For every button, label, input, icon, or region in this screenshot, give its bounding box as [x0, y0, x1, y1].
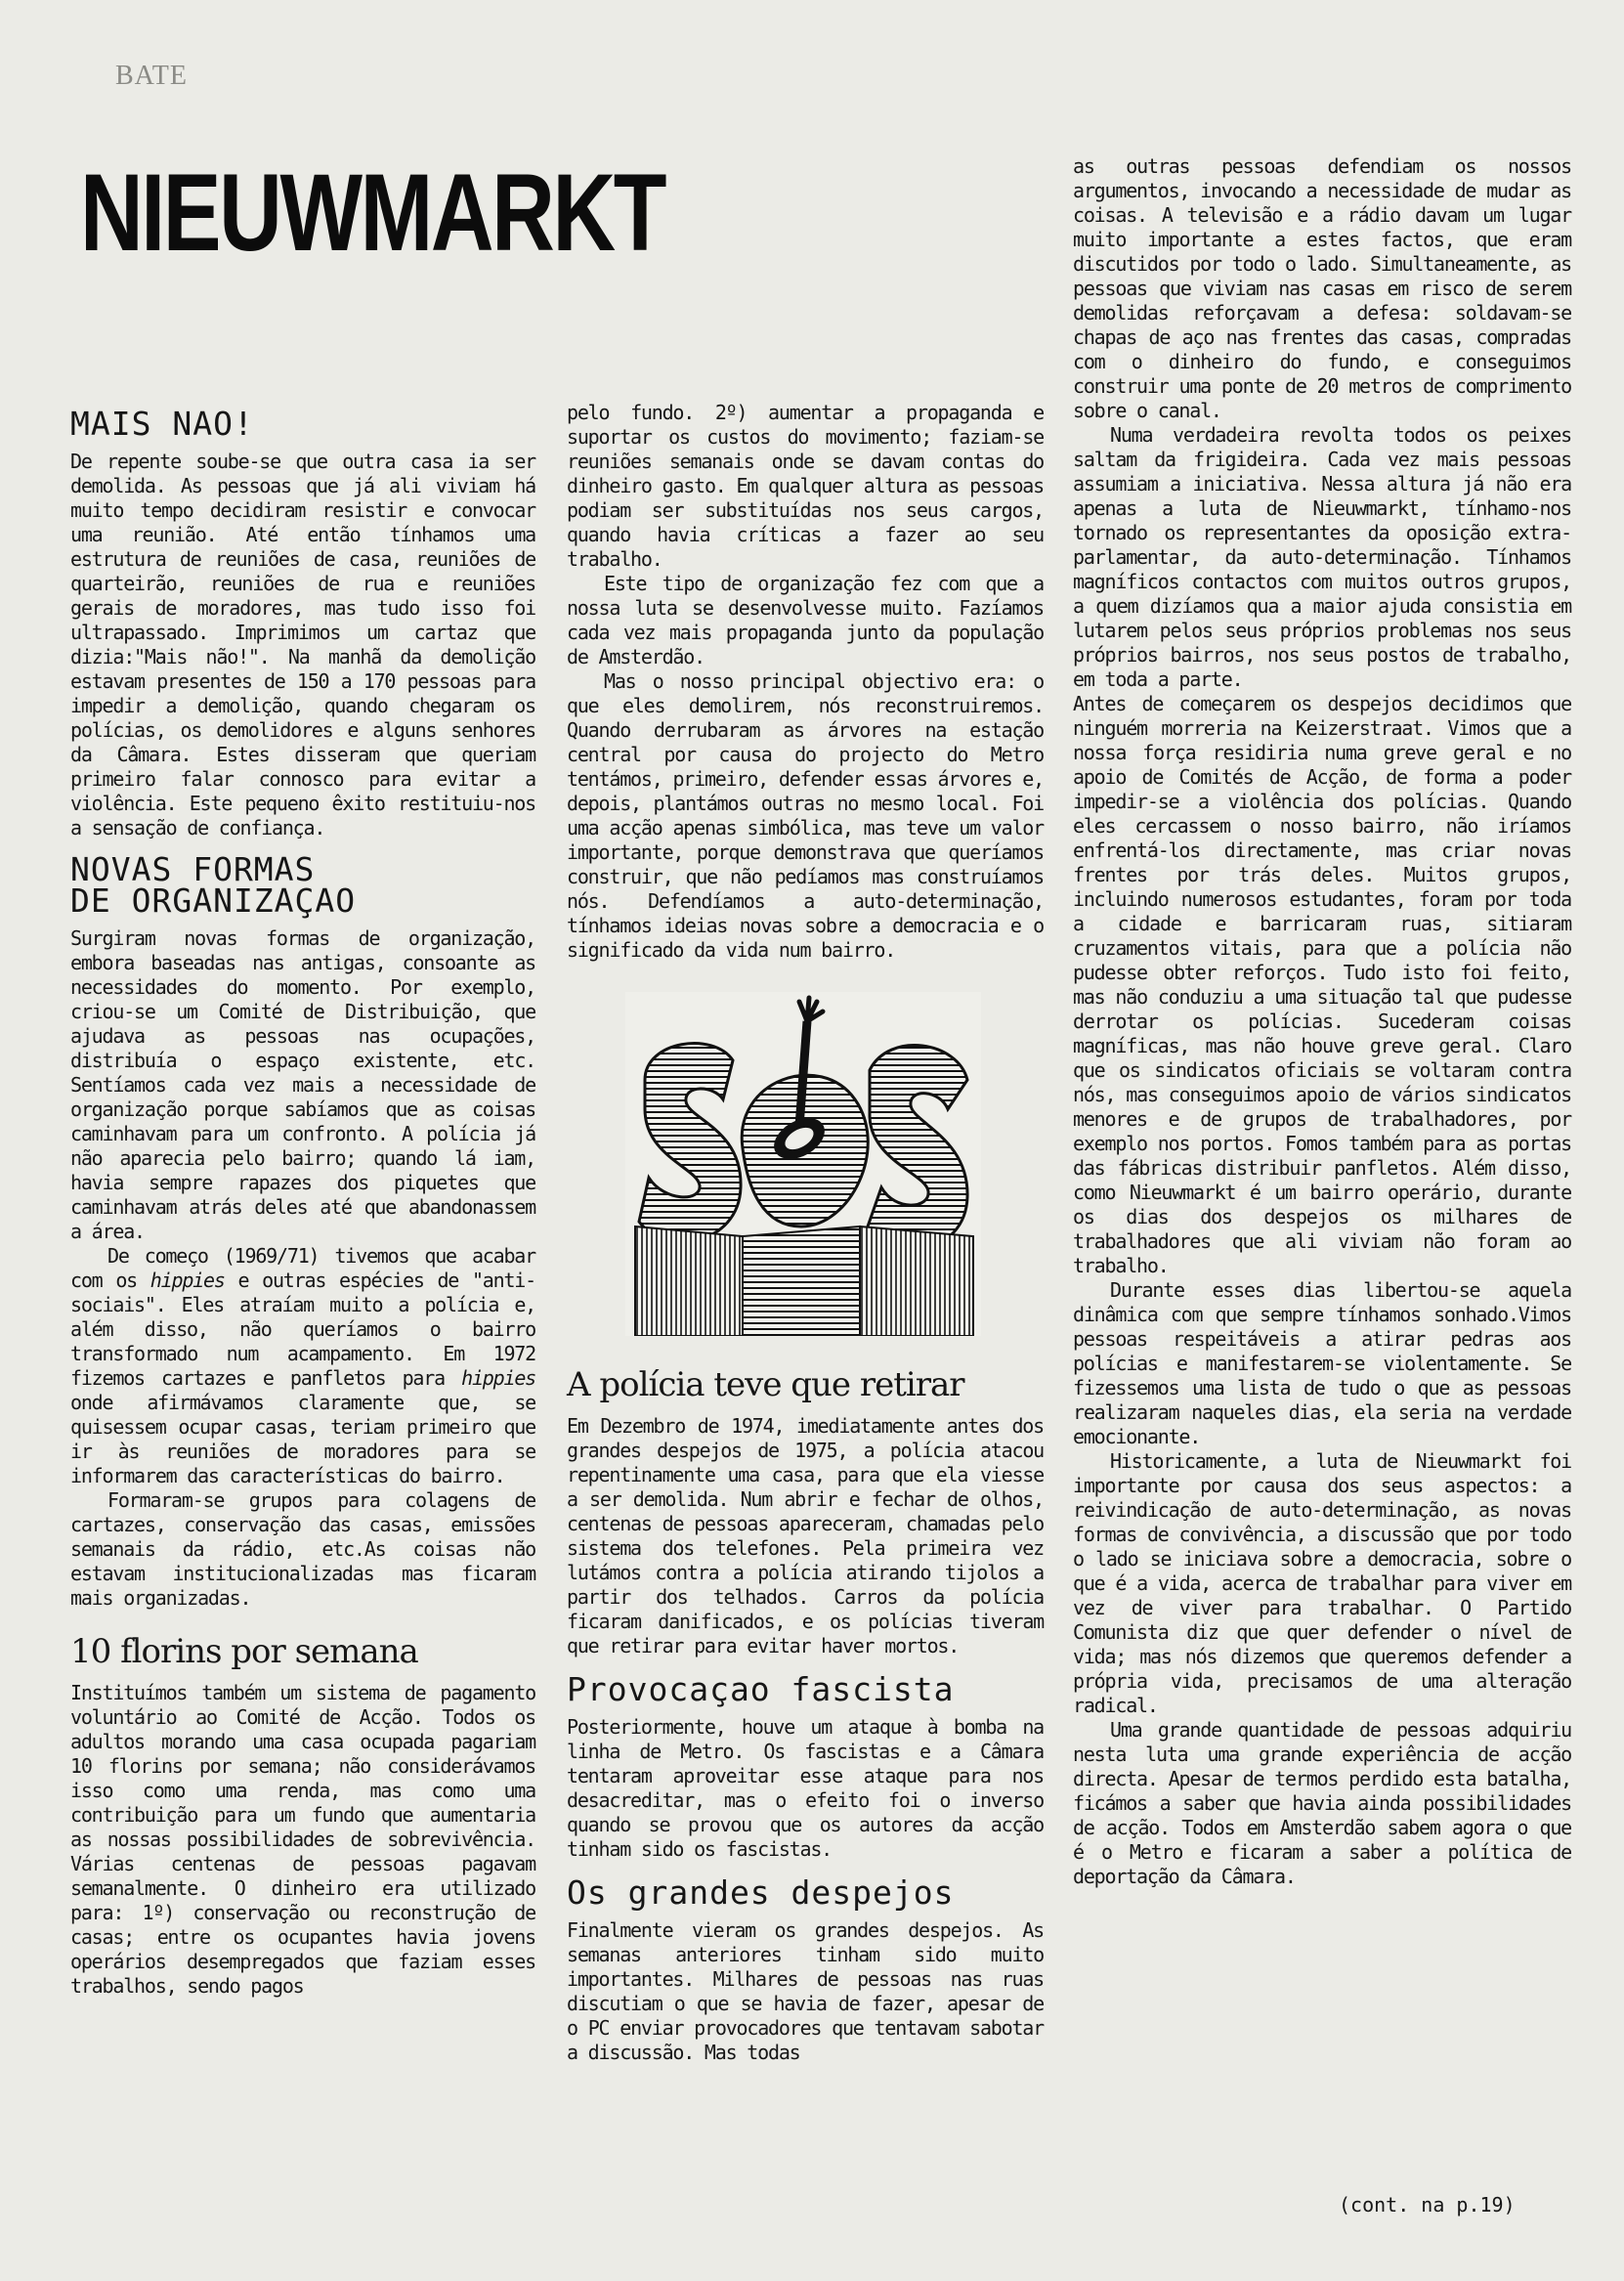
heading-novas-formas	[70, 850, 535, 920]
heading-florins: 10 florins por semana	[70, 1632, 418, 1671]
text-run: onde afirmávamos claramente que, se quisessem ocupar casas, teriam primeiro que ir às reuniões de moradores para se informarem das características do bairro.	[70, 1391, 535, 1487]
paragraph: pelo fundo. 2º) aumentar a propaganda e suportar os custos do movimento; faziam-se reuniões semanais onde se davam contas do dinheiro gasto. Em qualquer altura as pessoas podiam ser substituídas nos seus cargos, quando havia críticas a fazer ao seu trabalho.	[567, 401, 1044, 571]
paragraph: Surgiram novas formas de organização, embora baseadas nas antigas, consoante as necessidades do momento. Por exemplo, criou-se um Comité de Distribuição, que ajudava as pessoas nas ocupações, distribuía o espaço existente, etc. Sentíamos cada vez mais a necessidade de organização porque sabíamos que as coisas caminhavam para um confronto. A polícia já não aparecia pelo bairro; quando lá iam, havia sempre rapazes dos piquetes que caminhavam atrás deles até que abandonassem a área.	[70, 926, 535, 1243]
paragraph: Historicamente, a luta de Nieuwmarkt foi importante por causa dos seus aspectos: a reivindicação de auto-determinação, as novas formas de convivência, a discussão que por todo o lado se iniciava sobre a democracia, sobre o que é a vida, acerca de trabalhar para viver em vez de viver para trabalhar. O Partido Comunista diz que quer defender o nível de vida; mas nós dizemos que queremos defender a própria vida, precisamos de uma alteração radical.	[1073, 1449, 1571, 1717]
paragraph: Numa verdadeira revolta todos os peixes saltam da frigideira. Cada vez mais pessoas assumiam a iniciativa. Nessa altura já não era apenas a luta de Nieuwmarkt, tínhamo-nos tornado os representantes da oposição extra-parlamentar, da auto-determinação. Tínhamos magníficos contactos com muitos outros grupos, a quem dizíamos qua a maior ajuda consistia em lutarem pelos seus próprios problemas nos seus próprios bairros, nos seus postos de trabalho, em toda a parte.	[1073, 423, 1571, 691]
text-run: De começo (1969/71) tivemos que acabar com os	[70, 1244, 535, 1292]
paragraph: Uma grande quantidade de pessoas adquiriu nesta luta uma grande experiência de acção directa. Apesar de termos perdido esta batalha, ficámos a saber que havia ainda possibilidades de acção. Todos em Amsterdão sabem agora o que é o Metro e ficaram a saber a política de deportação da Câmara.	[1073, 1718, 1571, 1888]
column-3	[1073, 154, 1571, 1889]
text-run: e outras espécies de "anti-sociais". Eles atraíam muito a polícia e, além disso, não queríamos o bairro transformado num acampamento. Em 1972 fizemos cartazes e panfletos para	[70, 1269, 535, 1390]
heading-despejos: Os grandes despejos	[567, 1873, 955, 1912]
heading-mais-nao: MAIS NAO!	[70, 405, 254, 443]
italic-term: hippies	[150, 1269, 225, 1292]
column-2	[567, 401, 1044, 2065]
paragraph: Formaram-se grupos para colagens de cartazes, conservação das casas, emissões semanais da rádio, etc.As coisas não estavam institucionalizadas mas ficaram mais organizadas.	[70, 1488, 535, 1610]
paragraph: De repente soube-se que outra casa ia ser demolida. As pessoas que já ali viviam há muito tempo decidiram resistir e convocar uma reunião. Até então tínhamos uma estrutura de reuniões de casa, reuniões de quarteirão, reuniões de rua e reuniões gerais de moradores, mas tudo isso foi ultrapassado. Imprimimos um cartaz que dizia:"Mais não!". Na manhã da demolição estavam presentes de 150 a 170 pessoas para impedir a demolição, quando chegaram os polícias, os demolidores e alguns senhores da Câmara. Estes disseram que queriam primeiro falar connosco para evitar a violência. Este pequeno êxito restituiu-nos a sensação de confiança.	[70, 450, 535, 839]
running-head: BATE	[115, 61, 188, 91]
heading-line: NOVAS FORMAS	[70, 850, 316, 888]
sos-drawing	[625, 992, 981, 1336]
sos-illustration	[625, 992, 981, 1336]
column-1	[70, 405, 535, 1999]
paragraph: Mas o nosso principal objectivo era: o que eles demolirem, nós reconstruiremos. Quando derrubaram as árvores na estação central por causa do projecto do Metro tentámos, primeiro, defender essas árvores e, depois, plantámos outras no mesmo local. Foi uma acção apenas simbólica, mas teve um valor importante, porque demonstrava que queríamos construir, que não pedíamos mas construíamos nós. Defendíamos a auto-determinação, tínhamos ideias novas sobre a democracia e o significado da vida num bairro.	[567, 669, 1044, 962]
paragraph: Em Dezembro de 1974, imediatamente antes dos grandes despejos de 1975, a polícia atacou repentinamente uma casa, para que ela viesse a ser demolida. Num abrir e fechar de olhos, centenas de pessoas apareceram, chamadas pelo sistema dos telefones. Pela primeira vez lutámos contra a polícia atirando tijolos a partir dos telhados. Carros da polícia ficaram danificados, e os polícias tiveram que retirar para evitar haver mortos.	[567, 1414, 1044, 1657]
paragraph: Posteriormente, houve um ataque à bomba na linha de Metro. Os fascistas e a Câmara tentaram aproveitar esse ataque para nos desacreditar, mas o efeito foi o inverso quando se provou que os autores da acção tinham sido os fascistas.	[567, 1715, 1044, 1861]
italic-term: hippies	[461, 1366, 535, 1390]
paragraph: Durante esses dias libertou-se aquela dinâmica com que sempre tínhamos sonhado.Vimos pessoas respeitáveis a atirar pedras aos polícias e manifestarem-se violentamente. Se fizessemos uma lista de tudo o que as pessoas realizaram naqueles dias, ela seria na verdade emocionante.	[1073, 1278, 1571, 1448]
paragraph: Finalmente vieram os grandes despejos. As semanas anteriores tinham sido muito importantes. Milhares de pessoas nas ruas discutiam o que se havia de fazer, apesar de o PC enviar provocadores que tentavam sabotar a discussão. Mas todas	[567, 1918, 1044, 2064]
paragraph	[70, 1244, 535, 1488]
heading-policia: A polícia teve que retirar	[567, 1365, 964, 1404]
paragraph: Antes de começarem os despejos decidimos que ninguém morreria na Keizerstraat. Vimos que a nossa força residiria numa greve geral e no apoio de Comités de Acção, de forma a poder impedir-se a violência dos polícias. Quando eles cercassem o nosso bairro, não iríamos enfrentá-los directamente, mas criar novas frentes por trás deles. Muitos grupos, incluindo numerosos estudantes, foram por toda a cidade e barricaram ruas, sitiaram cruzamentos vitais, para que a polícia não pudesse obter reforços. Tudo isto foi feito, mas não conduziu a uma situação tal que pudesse derrotar os polícias. Sucederam coisas magníficas, mas não houve greve geral. Claro que os sindicatos oficiais se voltaram contra nós, mas conseguimos apoio de vários sindicatos menores e de grupos de trabalhadores, por exemplo nos portos. Fomos também para as portas das fábricas distribuir panfletos. Além disso, como Nieuwmarkt é um bairro operário, durante os dias dos despejos os milhares de trabalhadores que ali viviam não foram ao trabalho.	[1073, 692, 1571, 1277]
heading-line: DE ORGANIZAÇAO	[70, 882, 357, 920]
paragraph: as outras pessoas defendiam os nossos argumentos, invocando a necessidade de mudar as coisas. A televisão e a rádio davam um lugar muito importante a estes factos, que eram discutidos por todo o lado. Simultaneamente, as pessoas que viviam nas casas em risco de serem demolidas reforçavam a defesa: soldavam-se chapas de aço nas frentes das casas, compradas com o dinheiro do fundo, e conseguimos construir uma ponte de 20 metros de comprimento sobre o canal.	[1073, 154, 1571, 422]
continuation-note: (cont. na p.19)	[1339, 2193, 1516, 2216]
heading-provocacao: Provocaçao fascista	[567, 1670, 955, 1708]
paragraph: Este tipo de organização fez com que a nossa luta se desenvolvesse muito. Fazíamos cada vez mais propaganda junto da população de Amsterdão.	[567, 572, 1044, 668]
article-masthead: NIEUWMARKT	[80, 151, 665, 274]
paragraph: Instituímos também um sistema de pagamento voluntário ao Comité de Acção. Todos os adultos morando uma casa ocupada pagariam 10 florins por semana; não considerávamos isso como uma renda, mas como uma contribuição para um fundo que aumentaria as nossas possibilidades de sobrevivência. Várias centenas de pessoas pagavam semanalmente. O dinheiro era utilizado para: 1º) conservação ou reconstrução de casas; entre os ocupantes havia jovens operários desempregados que faziam esses trabalhos, sendo pagos	[70, 1681, 535, 1998]
